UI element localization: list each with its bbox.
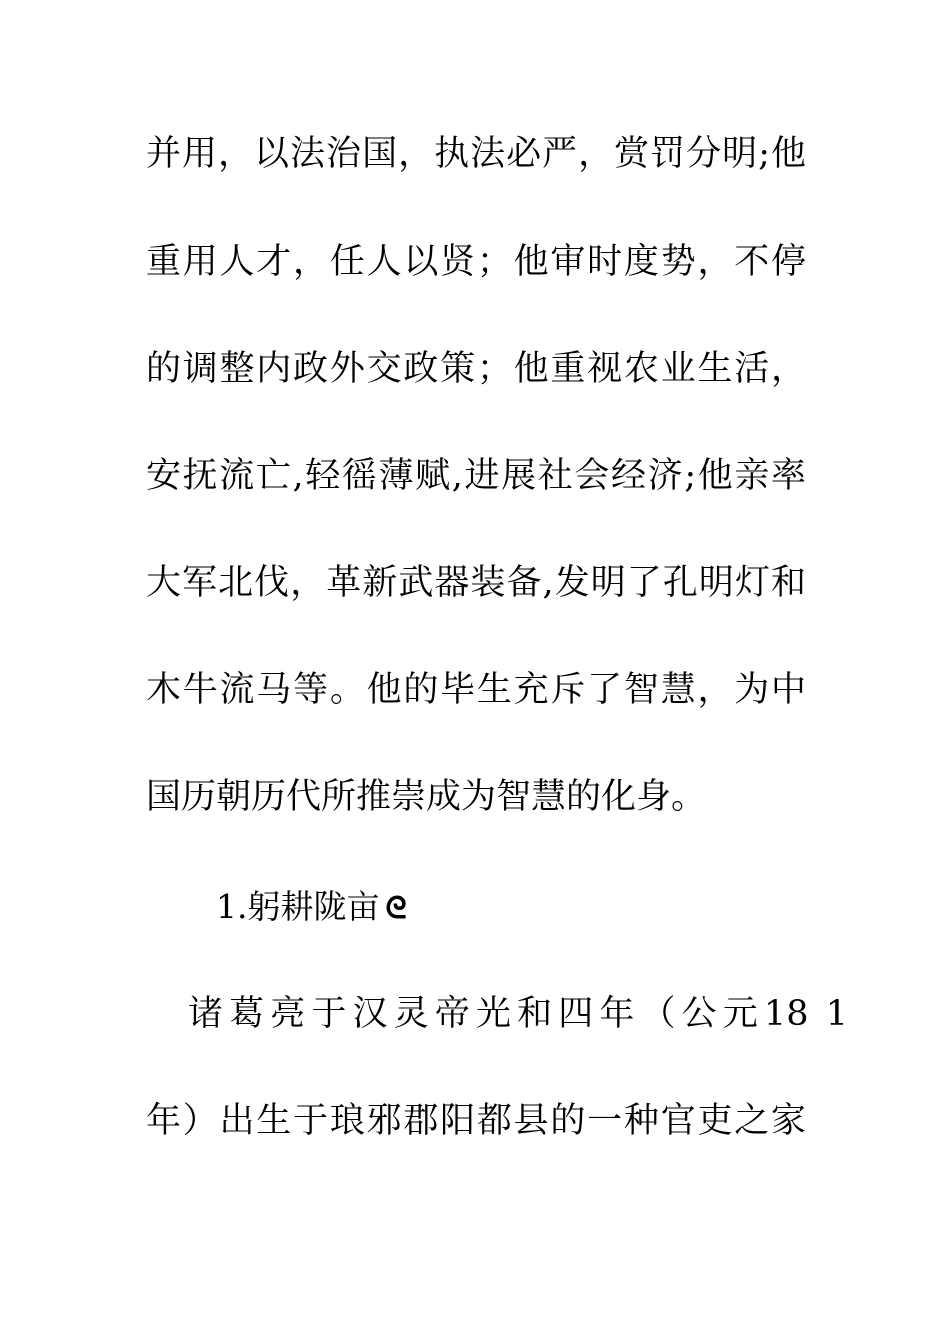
paragraph-line: 的调整内政外交政策；他重视农业生活， — [146, 349, 806, 389]
paragraph-line: 木牛流马等。他的毕生充斥了智慧，为中 — [146, 670, 806, 710]
paragraph-line: 重用人才，任人以贤；他审时度势，不停 — [146, 242, 806, 282]
section-heading — [216, 885, 407, 931]
paragraph-line: 大军北伐，革新武器装备,发明了孔明灯和 — [146, 563, 806, 603]
paragraph-line-last: 国历朝历代所推崇成为智慧的化身。 — [146, 777, 707, 817]
paragraph-line: 年）出生于琅邪郡阳都县的一种官吏之家 — [146, 1101, 806, 1141]
section-heading-glyph: ᘓ — [385, 891, 407, 926]
section-heading-text: 1.躬耕陇亩 — [216, 887, 380, 926]
paragraph-line: 并用，以法治国，执法必严，赏罚分明;他 — [146, 134, 806, 174]
paragraph-line: 安抚流亡,轻徭薄赋,进展社会经济;他亲率 — [146, 456, 806, 496]
paragraph-line: 诸葛亮于汉灵帝光和四年（公元18 1 — [188, 994, 848, 1034]
